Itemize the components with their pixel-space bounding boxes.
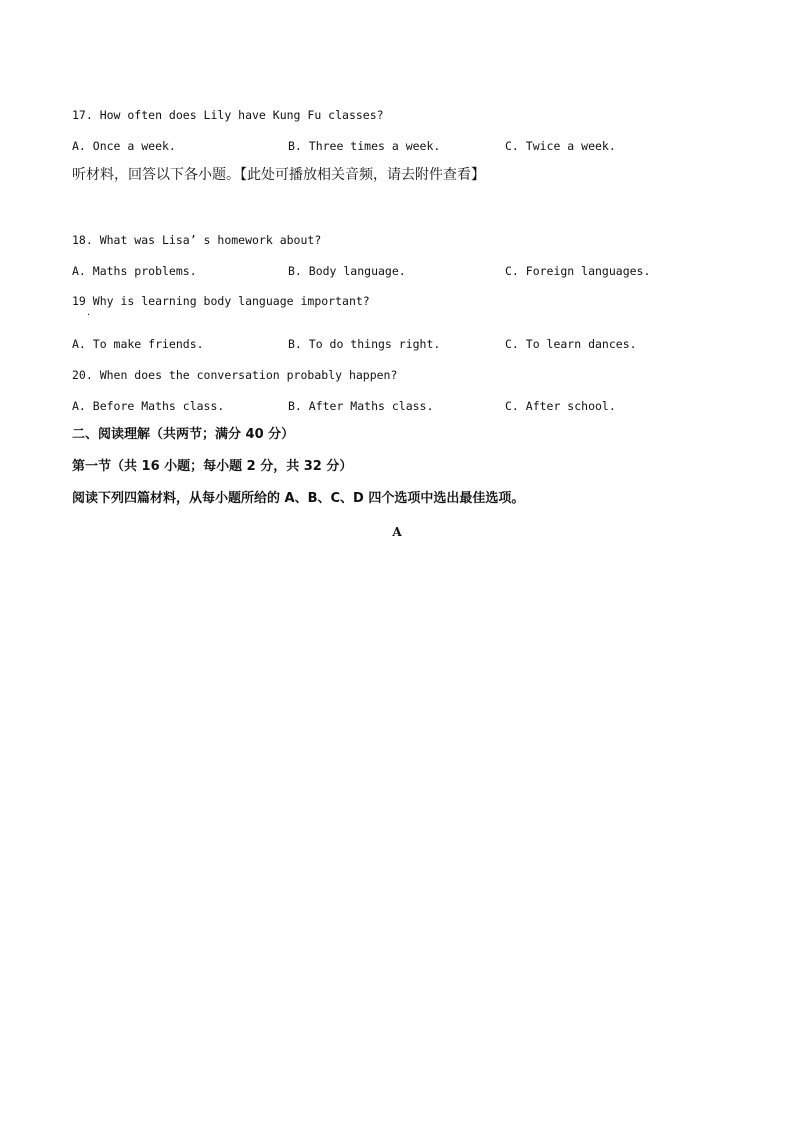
question-17-option-c: C. Twice a week. (505, 139, 616, 153)
question-20-option-c: C. After school. (505, 399, 616, 413)
question-18-option-c: C. Foreign languages. (505, 264, 651, 278)
question-18-option-a: A. Maths problems. (72, 264, 197, 278)
question-19-option-b: B. To do things right. (288, 337, 441, 351)
question-18-stem: 18. What was Lisa’ s homework about? (72, 233, 322, 247)
section-heading: 二、阅读理解（共两节；满分 40 分） (72, 427, 295, 442)
question-18-option-b: B. Body language. (288, 264, 406, 278)
question-19-option-c: C. To learn dances. (505, 337, 637, 351)
question-20-option-a: A. Before Maths class. (72, 399, 225, 413)
subsection-heading: 第一节（共 16 小题；每小题 2 分，共 32 分） (72, 459, 353, 474)
question-20-option-b: B. After Maths class. (288, 399, 434, 413)
question-19-stem: 19 Why is learning body language important? (72, 294, 370, 308)
question-19-stray-dot: . (87, 307, 91, 318)
question-20-stem: 20. When does the conversation probably happen? (72, 368, 398, 382)
listening-instruction: 听材料，回答以下各小题。【此处可播放相关音频，请去附件查看】 (72, 167, 485, 183)
question-17-option-a: A. Once a week. (72, 139, 176, 153)
question-17-option-b: B. Three times a week. (288, 139, 441, 153)
question-19-option-a: A. To make friends. (72, 337, 204, 351)
question-17-stem: 17. How often does Lily have Kung Fu classes? (72, 108, 384, 122)
reading-instruction: 阅读下列四篇材料，从每小题所给的 A、B、C、D 四个选项中选出最佳选项。 (72, 491, 525, 506)
passage-label: A (392, 525, 402, 539)
